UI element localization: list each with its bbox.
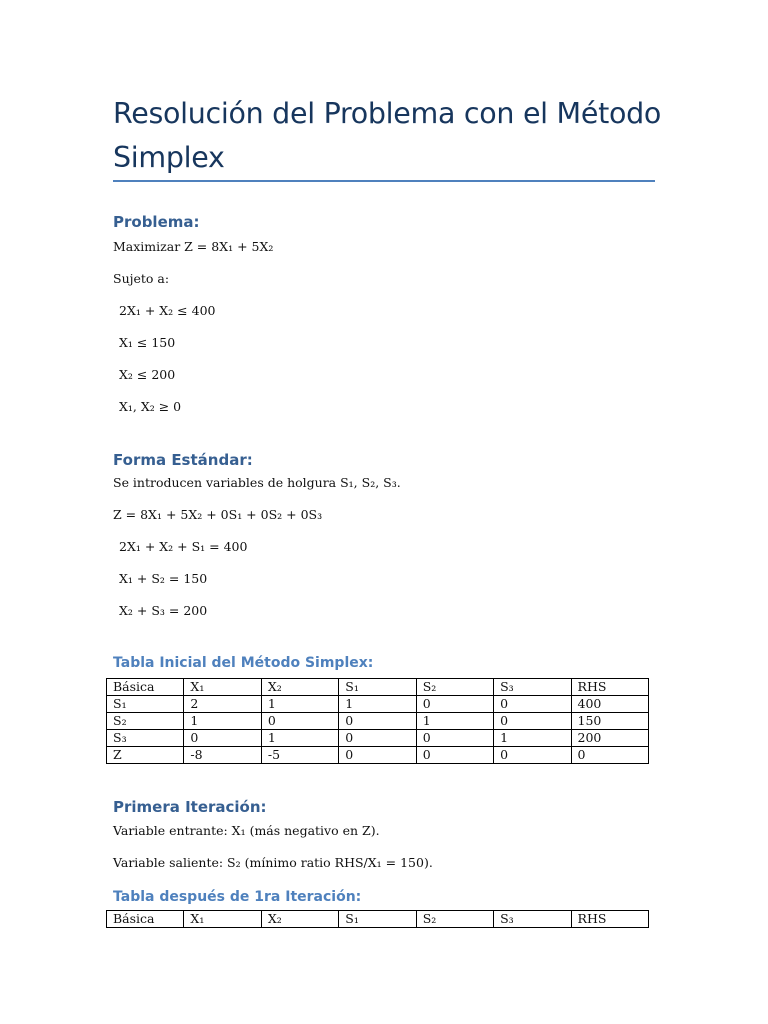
table-cell: X₂ <box>261 911 338 928</box>
table-cell: 400 <box>571 696 648 713</box>
table-cell: 150 <box>571 713 648 730</box>
table-cell: 0 <box>339 747 416 764</box>
primera-iteracion-heading: Primera Iteración: <box>113 798 267 816</box>
table-cell: 0 <box>494 696 571 713</box>
table-cell: 0 <box>494 747 571 764</box>
title-underline <box>113 180 655 182</box>
table-cell: 0 <box>494 713 571 730</box>
table-cell: -5 <box>261 747 338 764</box>
constraint-1: 2X₁ + X₂ ≤ 400 <box>119 303 216 318</box>
table-cell: 0 <box>416 747 493 764</box>
table-cell: Básica <box>107 911 184 928</box>
table-cell: X₂ <box>261 679 338 696</box>
table-cell: -8 <box>184 747 261 764</box>
table-cell: S₁ <box>339 679 416 696</box>
standard-objective: Z = 8X₁ + 5X₂ + 0S₁ + 0S₂ + 0S₃ <box>113 507 323 522</box>
table-cell: 1 <box>494 730 571 747</box>
table-cell: 1 <box>261 696 338 713</box>
initial-simplex-table <box>106 678 649 764</box>
table-row <box>107 747 649 764</box>
table-cell: 200 <box>571 730 648 747</box>
standard-equation-1: 2X₁ + X₂ + S₁ = 400 <box>119 539 248 554</box>
table-cell: RHS <box>571 679 648 696</box>
table-cell: X₁ <box>184 679 261 696</box>
table-cell: 1 <box>184 713 261 730</box>
leaving-variable: Variable saliente: S₂ (mínimo ratio RHS/X₁ = 150). <box>113 855 433 870</box>
standard-equation-3: X₂ + S₃ = 200 <box>119 603 208 618</box>
table-row <box>107 730 649 747</box>
table-row <box>107 713 649 730</box>
table-cell: 1 <box>416 713 493 730</box>
objective-function: Maximizar Z = 8X₁ + 5X₂ <box>113 239 274 254</box>
constraint-2: X₁ ≤ 150 <box>119 335 176 350</box>
tabla-inicial-heading: Tabla Inicial del Método Simplex: <box>113 655 374 671</box>
table-header-row <box>107 679 649 696</box>
table-cell: S₃ <box>494 911 571 928</box>
entering-variable: Variable entrante: X₁ (más negativo en Z). <box>113 823 380 838</box>
table-row <box>107 696 649 713</box>
table-cell: S₁ <box>339 911 416 928</box>
subject-to-label: Sujeto a: <box>113 271 170 286</box>
table-cell: S₃ <box>494 679 571 696</box>
page-title: Resolución del Problema con el Método Simplex <box>113 97 662 174</box>
table-cell: S₂ <box>107 713 184 730</box>
table-cell: RHS <box>571 911 648 928</box>
table-cell: S₃ <box>107 730 184 747</box>
table-cell: S₂ <box>416 911 493 928</box>
table-cell: 0 <box>339 713 416 730</box>
table-cell: 1 <box>339 696 416 713</box>
table-cell: 0 <box>416 730 493 747</box>
first-iteration-table <box>106 910 649 928</box>
table-cell: 2 <box>184 696 261 713</box>
table-cell: 0 <box>261 713 338 730</box>
table-cell: Z <box>107 747 184 764</box>
slack-intro: Se introducen variables de holgura S₁, S₂, S₃. <box>113 475 401 490</box>
tabla-1ra-heading: Tabla después de 1ra Iteración: <box>113 889 362 905</box>
table-cell: 0 <box>571 747 648 764</box>
table-cell: 0 <box>416 696 493 713</box>
table-cell: X₁ <box>184 911 261 928</box>
standard-equation-2: X₁ + S₂ = 150 <box>119 571 208 586</box>
table-cell: 0 <box>339 730 416 747</box>
table-cell: S₁ <box>107 696 184 713</box>
table-header-row <box>107 911 649 928</box>
problema-heading: Problema: <box>113 213 200 231</box>
constraint-3: X₂ ≤ 200 <box>119 367 176 382</box>
table-cell: 1 <box>261 730 338 747</box>
table-cell: S₂ <box>416 679 493 696</box>
forma-estandar-heading: Forma Estándar: <box>113 451 253 469</box>
table-cell: Básica <box>107 679 184 696</box>
constraint-nonneg: X₁, X₂ ≥ 0 <box>119 399 182 414</box>
table-cell: 0 <box>184 730 261 747</box>
